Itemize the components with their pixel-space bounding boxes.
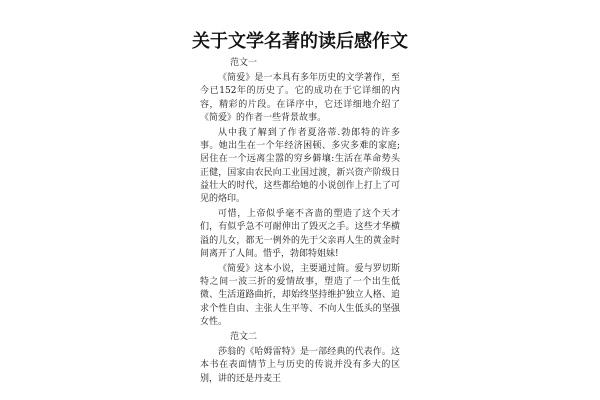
document-body <box>200 57 400 388</box>
paragraph-3: 可惜，上帝似乎毫不吝啬的塑造了这个天才们，有似乎急不可耐伸出了毁灭之手。这些才华横溢的儿女，都无一例外的先于父亲再人生的黄金时间离开了人间。惜乎，勃郎特姐妹! <box>200 209 400 259</box>
page-title: 关于文学名著的读后感作文 <box>192 31 408 52</box>
paragraph-1: 《简爱》是一本具有多年历史的文学著作，至今已152年的历史了。它的成功在于它详细的内容，精彩的片段。在译序中，它还详细地介绍了《简爱》的作者一些背景故事。 <box>200 73 400 123</box>
paragraph-2: 从中我了解到了作者夏洛蒂.勃郎特的许多事。她出生在一个年经济困顿、多灾多难的家庭;居住在一个远离尘嚣的穷乡僻壤:生活在革命势头正健，国家由农民向工业国过渡，新兴资产阶级日益壮大的时代，这些都给她的小说创作上打上了可见的烙印。 <box>200 128 400 205</box>
section-heading-2: 范文二 <box>230 332 258 343</box>
paragraph-4: 《简爱》这本小说，主要通过简。爱与罗切斯特之间一波三折的爱情故事，塑造了一个出生低微、生活道路曲折，却始终坚持维护独立人格、追求个性自由、主张人生平等、不向人生低头的坚强女性。 <box>200 264 400 327</box>
section-heading-1: 范文一 <box>230 58 258 68</box>
paragraph-5: 莎翁的《哈姆雷特》是一部经典的代表作。这本书在表面情节上与历史的传说并没有多大的区别，讲的还是丹麦王 <box>200 347 400 384</box>
